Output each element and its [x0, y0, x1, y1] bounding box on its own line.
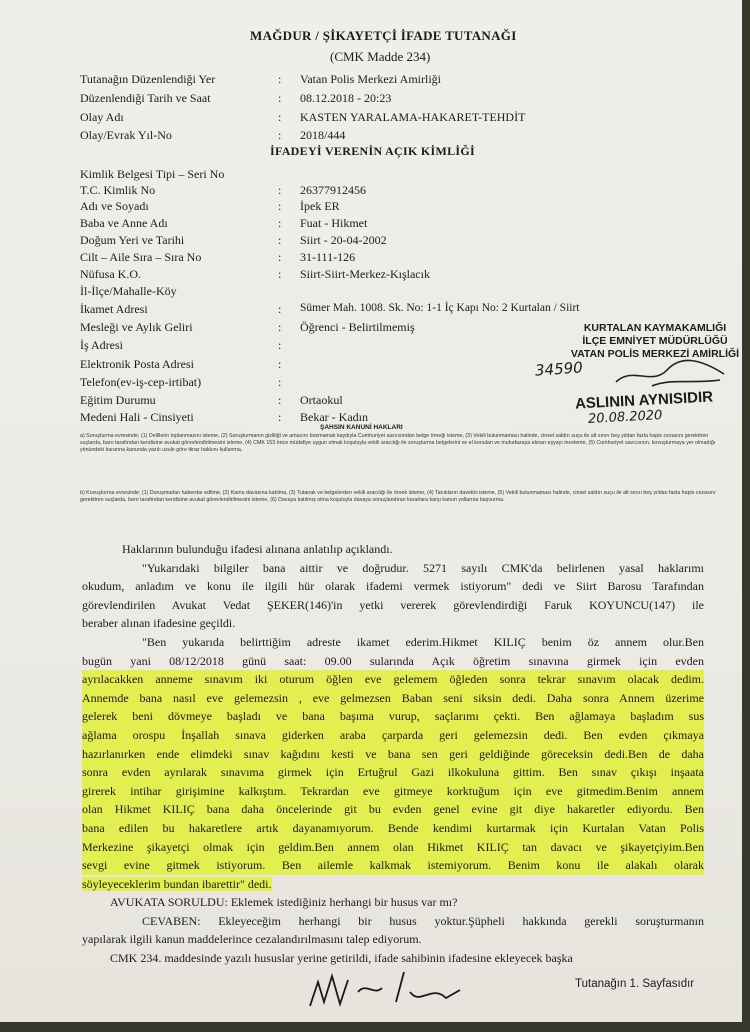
- field-value-name: İpek ER: [300, 199, 340, 213]
- statement-line-highlighted: hazırlanırken ende elimdeki sınav kağıdını kesti ve bana sen geri geldiğinde göreceksin dedi.Ben de daha: [82, 745, 704, 764]
- stamp-line-1: KURTALAN KAYMAKAMLIĞI: [583, 322, 727, 334]
- colon: :: [278, 320, 282, 334]
- field-label-tc-no: T.C. Kimlik No: [80, 183, 156, 197]
- colon: :: [278, 216, 282, 230]
- field-value-registry: 31-111-126: [300, 250, 356, 264]
- colon: :: [278, 91, 282, 105]
- field-value-date: 08.12.2018 - 20:23: [300, 91, 392, 105]
- field-value-birth: Siirt - 20-04-2002: [300, 233, 387, 247]
- field-label-file-no: Olay/Evrak Yıl-No: [80, 128, 172, 142]
- field-label-marital: Medeni Hali - Cinsiyeti: [80, 410, 194, 424]
- statement-line-highlighted: sonra evden ayrılarak sınavıma girmek için Ertuğrul Gazi ilkokuluna gittim. Ben sınav çıkışı inşaata: [82, 763, 704, 782]
- colon: :: [278, 183, 282, 197]
- stamp-line-3: VATAN POLİS MERKEZİ AMİRLİĞİ: [570, 348, 740, 360]
- colon: :: [278, 375, 282, 389]
- statement-line: beraber alınan ifadesine geçildi.: [82, 616, 236, 631]
- rights-prosecution: b) Kovuşturma evresinde; (1) Duruşmadan haberdar edilme, (2) Kamu davasına katılma, (3) Tutanak ve belgelerden vekili aracılığı ile örnek isteme, (4) Tanıkların davetini isteme, (5) Vekili bulunmaması halinde, cinsel saldırı suçu ile alt sınırı beş yıldan fazla hapis cezasını gerektiren suçlarda, baro tarafından kendisine avukat görevlendirilmesini isteme, (6) Davaya katılmış olma koşuluyla davaya sonuçlandıran kararlara karşı kanun yollarına başvurma.: [80, 490, 716, 503]
- colon: :: [278, 393, 282, 407]
- field-label-birth: Doğum Yeri ve Tarihi: [80, 233, 185, 247]
- statement-line-highlighted: sevgi evine gitmek istiyorum. Ben ailemle kalkmak istemiyorum. Benim konu ile alakalı olarak: [82, 856, 704, 875]
- field-label-education: Eğitim Durumu: [80, 393, 156, 407]
- stamp-signature: [612, 356, 732, 392]
- field-label-email: Elektronik Posta Adresi: [80, 357, 194, 371]
- stamp-number: 34590: [534, 358, 584, 380]
- field-label-date: Düzenlendiği Tarih ve Saat: [80, 91, 211, 105]
- colon: :: [278, 357, 282, 371]
- colon: :: [278, 233, 282, 247]
- statement-line-highlighted: ağlama orospu İnşallah sınava giderken araba çarparda geri gelemezsin dedi. Ben evden çıkmaya: [82, 726, 704, 745]
- field-label-occupation: Mesleği ve Aylık Geliri: [80, 320, 193, 334]
- field-value-parents: Fuat - Hikmet: [300, 216, 368, 230]
- field-label-phone: Telefon(ev-iş-cep-irtibat): [80, 375, 202, 389]
- field-value-marital: Bekar - Kadın: [300, 410, 368, 424]
- statement-line: Haklarının bulunduğu ifadesi alınana anlatılıp açıklandı.: [122, 542, 393, 556]
- colon: :: [278, 110, 282, 124]
- colon: :: [278, 267, 282, 281]
- field-label-work-address: İş Adresi: [80, 338, 123, 352]
- answer-line: yapılarak ilgili kanun maddelerince cezalandırılmasını talep ediyorum.: [82, 932, 422, 947]
- field-label-event: Olay Adı: [80, 110, 124, 124]
- stamp-date: 20.08.2020: [587, 408, 663, 427]
- field-label-name: Adı ve Soyadı: [80, 199, 149, 213]
- colon: :: [278, 199, 282, 213]
- statement-line-highlighted: Annemde bana nasıl eve gelemezsin , eve gelmezsen Baban seni siksin dedi. Daha sonra Annem üzerime: [82, 689, 704, 708]
- answer-line: CEVABEN: Ekleyeceğim herhangi bir husus yoktur.Şüpheli hakkında gerekli soruşturmanın: [142, 913, 704, 928]
- field-value-place: Vatan Polis Merkezi Amirliği: [300, 72, 441, 86]
- statement-body: [82, 540, 704, 968]
- field-label-parents: Baba ve Anne Adı: [80, 216, 168, 230]
- field-value-occupation: Öğrenci - Belirtilmemiş: [300, 320, 415, 334]
- document-title: MAĞDUR / ŞİKAYETÇİ İFADE TUTANAĞI: [250, 28, 517, 43]
- lawyer-question: AVUKATA SORULDU: Eklemek istediğiniz herhangi bir husus var mı?: [110, 895, 458, 910]
- field-label-place: Tutanağın Düzenlendiği Yer: [80, 72, 216, 86]
- field-label-registry: Cilt – Aile Sıra – Sıra No: [80, 250, 202, 264]
- colon: :: [278, 128, 282, 142]
- statement-line-highlighted: olan Hikmet KILIÇ bana daha öncelerinde git bu evden genel evine git diye hakaretler ediyordu. Ben: [82, 800, 704, 819]
- colon: :: [278, 250, 282, 264]
- stamp-aslinin: ASLININ AYNISIDIR: [574, 388, 714, 413]
- statement-line-highlighted: bana edilen bu hakaretlere artık dayanamıyorum. Bende kendimi kurtarmak için Kurtalan Vatan Polis: [82, 819, 704, 838]
- statement-line: bugün yani 08/12/2018 günü saat: 09.00 sularında Açık öğretim sınavına girmek için evden: [82, 653, 704, 668]
- field-value-tc-no: 26377912456: [300, 183, 366, 197]
- colon: :: [278, 338, 282, 352]
- field-label-registered-at: Nüfusa K.O.: [80, 267, 141, 281]
- field-value-registered-at: Siirt-Siirt-Merkez-Kışlacık: [300, 267, 430, 281]
- statement-line: "Ben yukarıda belirttiğim adreste ikamet ederim.Hikmet KILIÇ benim öz annem olur.Ben: [142, 634, 704, 649]
- field-value-event: KASTEN YARALAMA-HAKARET-TEHDİT: [300, 110, 526, 124]
- statement-line-highlighted: Merkezine şikayetçi olmak için geldim.Ben annem olan Hikmet KILIÇ tan davacı ve şikayetçiyim.Ben: [82, 838, 704, 857]
- statement-line-highlighted: girerek intihar girişimine kalkıştım. Tekrardan eve gitmeye korktuğum için eve gitmedim.Benim annem: [82, 782, 704, 801]
- document-subtitle: (CMK Madde 234): [330, 49, 431, 64]
- rights-investigation: a) Soruşturma evresinde; (1) Delillerin toplanmasını isteme, (2) Soruşturmanın gizliliği ve amacını bozmamak kaydıyla Cumhuriyet savcısından belge örneği isteme, (3) Vekili bulunmaması halinde, cinsel saldırı suçu ile alt sınırı beş yıldan fazla hapis cezasını gerektiren suçlarda, baro tarafından kendisine avukat görevlendirilmesini isteme, (4) CMK 153 önce müdafiye uygun olmak koşuluyla vekili aracılığı ile soruşturma belgelerini ve el konulan ve muhafazaya alınan eşyayı inceleme, (5) Cumhuriyet savcısının, kovuşturmaya yer olmadığı yönündeki kararına kanunda yazılı usule göre itiraz hakkını kullanma,: [80, 433, 716, 453]
- field-value-education: Ortaokul: [300, 393, 343, 407]
- field-label-district: İl-İlçe/Mahalle-Köy: [80, 284, 177, 298]
- statement-line: okudum, anladım ve konu ile ilgili hür olarak ifademi vermek istiyorum" dedi ve Siirt Barosu Tarafından: [82, 579, 704, 594]
- field-label-id-type: Kimlik Belgesi Tipi – Seri No: [80, 167, 225, 181]
- signature: [300, 962, 500, 1016]
- statement-line-highlighted: [82, 875, 704, 894]
- section-title-identity: İFADEYİ VERENİN AÇIK KİMLİĞİ: [270, 144, 475, 158]
- field-value-address: Sümer Mah. 1008. Sk. No: 1-1 İç Kapı No: 2 Kurtalan / Siirt: [300, 302, 580, 314]
- statement-line: görevlendirilen Avukat Vedat ŞEKER(146)'in yetki vererek görevlendirdiği Faruk KOYUNCU(147) ile: [82, 597, 704, 612]
- statement-line-highlighted: ayrılacakken anneme sınavım iki oturum öğlen eve gelemem öğleden sonra tekrar sınavım olacak dedim.: [82, 670, 704, 689]
- cmk-note: CMK 234. maddesinde yazılı hususlar yerine getirildi, ifade sahibinin ifadesine ekleyecek başka: [110, 951, 573, 966]
- colon: :: [278, 72, 282, 86]
- statement-line-highlighted: gelerek beni dövmeye başladı ve bana başıma vurup, saçlarımı çekti. Ben ağlamaya başladım sus: [82, 707, 704, 726]
- field-label-address: İkamet Adresi: [80, 302, 148, 316]
- statement-line-end: söyleyeceklerim bundan ibarettir" dedi.: [82, 876, 272, 891]
- stamp-line-2: İLÇE EMNİYET MÜDÜRLÜĞÜ: [582, 335, 728, 347]
- colon: :: [278, 410, 282, 424]
- field-value-file-no: 2018/444: [300, 128, 346, 142]
- statement-line: "Yukarıdaki bilgiler bana aittir ve doğrudur. 5271 sayılı CMK'da belirlenen yasal haklarımı: [142, 560, 704, 575]
- page-footer: Tutanağın 1. Sayfasıdır: [575, 978, 695, 990]
- colon: :: [278, 302, 282, 316]
- rights-heading: ŞAHSIN KANUNİ HAKLARI: [320, 424, 403, 431]
